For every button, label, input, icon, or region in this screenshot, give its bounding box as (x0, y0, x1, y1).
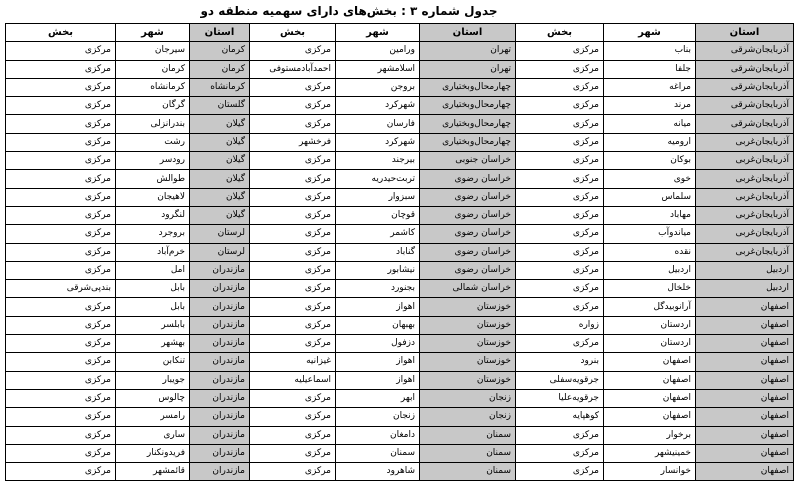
province-cell: تهران (420, 60, 516, 78)
city-cell: مهاباد (604, 206, 696, 224)
province-cell: مازندران (190, 371, 250, 389)
city-cell: اردبیل (604, 261, 696, 279)
table-row (6, 408, 794, 426)
table-row (6, 389, 794, 407)
district-cell: مرکزی (516, 261, 604, 279)
city-cell: تربت‌حیدریه (336, 170, 420, 188)
city-cell: اصفهان (604, 371, 696, 389)
district-cell: غیزانیه (250, 353, 336, 371)
province-cell: لرستان (190, 243, 250, 261)
city-cell: ساری (116, 426, 190, 444)
district-cell: مرکزی (6, 353, 116, 371)
district-cell: مرکزی (250, 97, 336, 115)
table-row (6, 243, 794, 261)
province-cell: گیلان (190, 115, 250, 133)
province-cell: گلستان (190, 97, 250, 115)
city-cell: کرمان (116, 60, 190, 78)
province-cell: آذربایجان‌شرقی (696, 60, 794, 78)
province-cell: آذربایجان‌غربی (696, 170, 794, 188)
city-cell: خرم‌آباد (116, 243, 190, 261)
district-cell: مرکزی (516, 152, 604, 170)
city-cell: اهواز (336, 371, 420, 389)
city-cell: میاندوآب (604, 225, 696, 243)
column-header: استان (190, 24, 250, 42)
city-cell: رودسر (116, 152, 190, 170)
city-cell: ابهر (336, 389, 420, 407)
city-cell: کاشمر (336, 225, 420, 243)
city-cell: امل (116, 261, 190, 279)
district-cell: مرکزی (516, 133, 604, 151)
province-cell: اصفهان (696, 371, 794, 389)
city-cell: فارسان (336, 115, 420, 133)
district-cell: مرکزی (250, 389, 336, 407)
district-cell: مرکزی (6, 298, 116, 316)
city-cell: نقده (604, 243, 696, 261)
province-cell: آذربایجان‌شرقی (696, 42, 794, 60)
city-cell: شهرکرد (336, 133, 420, 151)
district-cell: مرکزی (6, 206, 116, 224)
district-cell: مرکزی (250, 463, 336, 481)
district-cell: مرکزی (250, 280, 336, 298)
district-cell: مرکزی (250, 444, 336, 462)
district-cell: مرکزی (6, 316, 116, 334)
city-cell: جویبار (116, 371, 190, 389)
province-cell: آذربایجان‌غربی (696, 188, 794, 206)
district-cell: مرکزی (250, 335, 336, 353)
province-cell: زنجان (420, 408, 516, 426)
district-cell: مرکزی (516, 42, 604, 60)
table-row (6, 78, 794, 96)
table-row (6, 463, 794, 481)
district-cell: مرکزی (6, 152, 116, 170)
district-cell: مرکزی (250, 78, 336, 96)
province-cell: چهارمحال‌وبختیاری (420, 78, 516, 96)
city-cell: سیرجان (116, 42, 190, 60)
province-cell: مازندران (190, 444, 250, 462)
province-cell: تهران (420, 42, 516, 60)
district-cell: مرکزی (6, 408, 116, 426)
district-cell: احمدآباد‌مستوفی (250, 60, 336, 78)
district-cell: مرکزی (516, 60, 604, 78)
city-cell: مرند (604, 97, 696, 115)
province-cell: آذربایجان‌غربی (696, 243, 794, 261)
city-cell: دامغان (336, 426, 420, 444)
city-cell: برخوار (604, 426, 696, 444)
city-cell: رشت (116, 133, 190, 151)
table-row (6, 188, 794, 206)
province-cell: کرمان (190, 42, 250, 60)
column-header: شهر (336, 24, 420, 42)
district-cell: مرکزی (250, 42, 336, 60)
province-cell: سمنان (420, 444, 516, 462)
city-cell: بابلسر (116, 316, 190, 334)
city-cell: سلماس (604, 188, 696, 206)
district-cell: بنرود (516, 353, 604, 371)
table-row (6, 335, 794, 353)
district-cell: مرکزی (6, 97, 116, 115)
city-cell: بابل (116, 280, 190, 298)
district-cell: مرکزی (6, 115, 116, 133)
province-cell: گیلان (190, 170, 250, 188)
district-cell: مرکزی (516, 170, 604, 188)
province-cell: خوزستان (420, 353, 516, 371)
district-cell: مرکزی (516, 280, 604, 298)
district-cell: اسماعیلیه (250, 371, 336, 389)
city-cell: زنجان (336, 408, 420, 426)
district-cell: مرکزی (6, 60, 116, 78)
district-cell: مرکزی (6, 426, 116, 444)
city-cell: اصفهان (604, 353, 696, 371)
district-cell: مرکزی (6, 444, 116, 462)
city-cell: تنکابن (116, 353, 190, 371)
province-cell: مازندران (190, 353, 250, 371)
province-cell: مازندران (190, 463, 250, 481)
district-cell: مرکزی (516, 115, 604, 133)
city-cell: گناباد (336, 243, 420, 261)
province-cell: گیلان (190, 152, 250, 170)
district-cell: مرکزی (6, 243, 116, 261)
district-cell: مرکزی (250, 115, 336, 133)
city-cell: خلخال (604, 280, 696, 298)
header-row (6, 24, 794, 42)
province-cell: خوزستان (420, 298, 516, 316)
table-row (6, 133, 794, 151)
column-header: استان (420, 24, 516, 42)
city-cell: قائمشهر (116, 463, 190, 481)
district-cell: زواره (516, 316, 604, 334)
province-cell: مازندران (190, 298, 250, 316)
table-title: جدول شماره ۳ : بخش‌های دارای سهمیه منطقه دو (200, 4, 498, 18)
table-row (6, 298, 794, 316)
city-cell: اصفهان (604, 389, 696, 407)
city-cell: لاهیجان (116, 188, 190, 206)
table-row (6, 97, 794, 115)
district-cell: مرکزی (6, 371, 116, 389)
city-cell: آرانوبیدگل (604, 298, 696, 316)
province-cell: مازندران (190, 316, 250, 334)
table-row (6, 444, 794, 462)
column-header: شهر (116, 24, 190, 42)
district-cell: مرکزی (6, 261, 116, 279)
province-cell: خوزستان (420, 371, 516, 389)
district-cell: مرکزی (250, 225, 336, 243)
city-cell: اهواز (336, 353, 420, 371)
province-cell: اصفهان (696, 426, 794, 444)
table-row (6, 115, 794, 133)
province-cell: خراسان جنوبی (420, 152, 516, 170)
district-cell: مرکزی (250, 188, 336, 206)
province-cell: اردبیل (696, 261, 794, 279)
province-cell: اصفهان (696, 298, 794, 316)
city-cell: سبزوار (336, 188, 420, 206)
table-row (6, 426, 794, 444)
province-cell: کرمان (190, 60, 250, 78)
province-cell: گیلان (190, 133, 250, 151)
city-cell: بهبهان (336, 316, 420, 334)
city-cell: اردستان (604, 316, 696, 334)
city-cell: ارومیه (604, 133, 696, 151)
column-header: شهر (604, 24, 696, 42)
column-header: بخش (250, 24, 336, 42)
city-cell: اسلامشهر (336, 60, 420, 78)
district-cell: مرکزی (250, 152, 336, 170)
district-cell: مرکزی (6, 78, 116, 96)
district-cell: مرکزی (516, 426, 604, 444)
province-cell: سمنان (420, 426, 516, 444)
district-cell: مرکزی (6, 463, 116, 481)
table-row (6, 60, 794, 78)
column-header: بخش (6, 24, 116, 42)
city-cell: دزفول (336, 335, 420, 353)
province-cell: آذربایجان‌غربی (696, 225, 794, 243)
city-cell: بیرجند (336, 152, 420, 170)
province-cell: آذربایجان‌غربی (696, 206, 794, 224)
province-cell: آذربایجان‌شرقی (696, 97, 794, 115)
province-cell: اردبیل (696, 280, 794, 298)
city-cell: بروجن (336, 78, 420, 96)
district-cell: مرکزی (250, 261, 336, 279)
table-body (6, 42, 794, 481)
table-row (6, 280, 794, 298)
district-cell: مرکزی (516, 463, 604, 481)
district-cell: مرکزی (516, 97, 604, 115)
province-cell: چهارمحال‌وبختیاری (420, 115, 516, 133)
province-cell: خوزستان (420, 316, 516, 334)
city-cell: ورامین (336, 42, 420, 60)
table-row (6, 206, 794, 224)
city-cell: بندرانزلی (116, 115, 190, 133)
district-cell: کوهپایه (516, 408, 604, 426)
city-cell: میانه (604, 115, 696, 133)
city-cell: بجنورد (336, 280, 420, 298)
province-cell: اصفهان (696, 316, 794, 334)
province-cell: اصفهان (696, 408, 794, 426)
city-cell: مراغه (604, 78, 696, 96)
province-cell: خراسان رضوی (420, 170, 516, 188)
table-row (6, 261, 794, 279)
province-cell: آذربایجان‌شرقی (696, 115, 794, 133)
district-cell: مرکزی (6, 133, 116, 151)
city-cell: شاهرود (336, 463, 420, 481)
table-row (6, 42, 794, 60)
district-cell: مرکزی (516, 188, 604, 206)
city-cell: خمینیشهر (604, 444, 696, 462)
province-cell: خوزستان (420, 335, 516, 353)
province-cell: اصفهان (696, 463, 794, 481)
city-cell: اصفهان (604, 408, 696, 426)
district-cell: مرکزی (516, 444, 604, 462)
city-cell: لنگرود (116, 206, 190, 224)
district-cell: مرکزی (6, 335, 116, 353)
city-cell: بناب (604, 42, 696, 60)
district-cell: مرکزی (6, 225, 116, 243)
province-cell: آذربایجان‌غربی (696, 133, 794, 151)
province-cell: خراسان رضوی (420, 225, 516, 243)
district-cell: فرخشهر (250, 133, 336, 151)
quota-table (5, 23, 794, 481)
city-cell: خوانسار (604, 463, 696, 481)
district-cell: مرکزی (6, 42, 116, 60)
district-cell: مرکزی (250, 316, 336, 334)
district-cell: جرقویه‌علیا (516, 389, 604, 407)
district-cell: مرکزی (250, 426, 336, 444)
district-cell: مرکزی (6, 188, 116, 206)
province-cell: اصفهان (696, 353, 794, 371)
district-cell: مرکزی (250, 408, 336, 426)
province-cell: زنجان (420, 389, 516, 407)
city-cell: خوی (604, 170, 696, 188)
city-cell: قوچان (336, 206, 420, 224)
city-cell: بابل (116, 298, 190, 316)
district-cell: مرکزی (6, 389, 116, 407)
district-cell: جرقویه‌سفلی (516, 371, 604, 389)
province-cell: اصفهان (696, 389, 794, 407)
city-cell: بوکان (604, 152, 696, 170)
district-cell: مرکزی (250, 298, 336, 316)
province-cell: خراسان رضوی (420, 261, 516, 279)
province-cell: لرستان (190, 225, 250, 243)
province-cell: مازندران (190, 426, 250, 444)
city-cell: اردستان (604, 335, 696, 353)
province-cell: اصفهان (696, 444, 794, 462)
city-cell: شهرکرد (336, 97, 420, 115)
city-cell: بروجرد (116, 225, 190, 243)
table-row (6, 316, 794, 334)
district-cell: مرکزی (250, 243, 336, 261)
province-cell: اصفهان (696, 335, 794, 353)
district-cell: بندپی‌شرقی (6, 280, 116, 298)
district-cell: مرکزی (516, 335, 604, 353)
city-cell: کرمانشاه (116, 78, 190, 96)
city-cell: گرگان (116, 97, 190, 115)
province-cell: خراسان شمالی (420, 280, 516, 298)
province-cell: خراسان رضوی (420, 243, 516, 261)
district-cell: مرکزی (516, 225, 604, 243)
city-cell: چالوس (116, 389, 190, 407)
column-header: بخش (516, 24, 604, 42)
district-cell: مرکزی (516, 206, 604, 224)
district-cell: مرکزی (250, 170, 336, 188)
city-cell: اهواز (336, 298, 420, 316)
district-cell: مرکزی (516, 298, 604, 316)
city-cell: رامسر (116, 408, 190, 426)
province-cell: خراسان رضوی (420, 206, 516, 224)
city-cell: بهشهر (116, 335, 190, 353)
province-cell: خراسان رضوی (420, 188, 516, 206)
province-cell: مازندران (190, 335, 250, 353)
district-cell: مرکزی (250, 206, 336, 224)
province-cell: چهارمحال‌وبختیاری (420, 133, 516, 151)
city-cell: طوالش (116, 170, 190, 188)
column-header: استان (696, 24, 794, 42)
table-row (6, 225, 794, 243)
province-cell: گیلان (190, 188, 250, 206)
city-cell: جلفا (604, 60, 696, 78)
table-row (6, 353, 794, 371)
province-cell: مازندران (190, 408, 250, 426)
city-cell: فریدونکنار (116, 444, 190, 462)
province-cell: سمنان (420, 463, 516, 481)
district-cell: مرکزی (6, 170, 116, 188)
province-cell: کرمانشاه (190, 78, 250, 96)
province-cell: مازندران (190, 280, 250, 298)
city-cell: نیشابور (336, 261, 420, 279)
province-cell: چهارمحال‌وبختیاری (420, 97, 516, 115)
table-row (6, 371, 794, 389)
table-row (6, 152, 794, 170)
district-cell: مرکزی (516, 78, 604, 96)
city-cell: سمنان (336, 444, 420, 462)
province-cell: مازندران (190, 261, 250, 279)
province-cell: گیلان (190, 206, 250, 224)
province-cell: آذربایجان‌شرقی (696, 78, 794, 96)
province-cell: مازندران (190, 389, 250, 407)
province-cell: آذربایجان‌غربی (696, 152, 794, 170)
table-row (6, 170, 794, 188)
district-cell: مرکزی (516, 243, 604, 261)
